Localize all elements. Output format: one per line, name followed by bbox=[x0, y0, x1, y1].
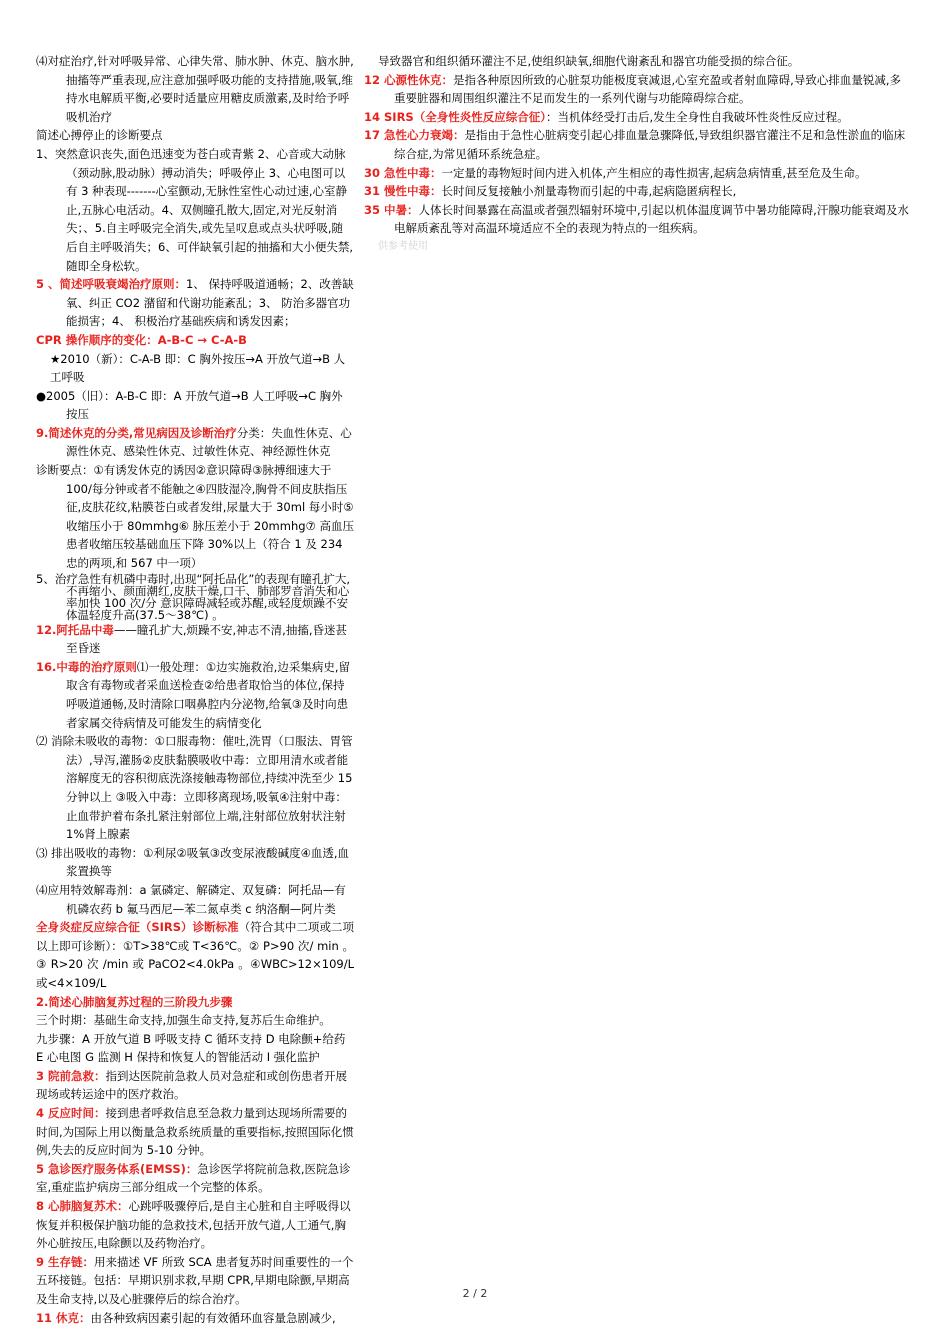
atropine-text: ——瞳孔扩大,烦躁不安,神志不清,抽搐,昏迷甚至昏迷 bbox=[66, 622, 347, 656]
response-time-title: 4 反应时间： bbox=[36, 1106, 106, 1121]
acute-poisoning-text: 一定量的毒物短时间内进入机体,产生相应的毒性损害,起病急病情重,甚至危及生命。 bbox=[441, 165, 867, 180]
cpr-2010: ★2010（新）：C-A-B 即：C 胸外按压→A 开放气道→B 人工呼吸 bbox=[50, 351, 346, 385]
cpcr-title: 8 心肺脑复苏术： bbox=[36, 1199, 129, 1214]
paragraph-atropinization: 5、治疗急性有机磷中毒时,出现“阿托品化”的表现有瞳孔扩大,不再缩小、颜面潮红,皮肤干燥,口干、肺部罗音消失和心率加快 100 次/分 意识障碍减轻或苏醒,或轻度烦躁不安体温轻度升高(37.5～38℃) 。 bbox=[36, 571, 351, 622]
left-column bbox=[36, 52, 354, 1327]
sirs-text: ：当机体经受打击后,发生全身性自我破坏性炎性反应过程。 bbox=[545, 109, 849, 124]
paragraph-heatstroke bbox=[364, 201, 912, 238]
paragraph-cardiac-arrest-points: 1、突然意识丧失,面色迅速变为苍白或青紫 2、心音或大动脉（颈动脉,股动脉）搏动消失；呼吸停止 3、心电图可以有 3 种表现-------心室颤动,无脉性室性心动过速,心室静止,五脉心电活动。4、双侧瞳孔散大,固定,对光反射消失；、5.自主呼吸完全消失,或先呈叹息或点头状呼吸,随后自主呼吸消失；6、可伴缺氧引起的抽搐和大小便失禁,随即全身松软。 bbox=[36, 146, 353, 273]
paragraph-cardiogenic-shock bbox=[364, 71, 912, 108]
paragraph-response-time bbox=[36, 1104, 354, 1160]
paragraph-sirs bbox=[364, 108, 912, 127]
paragraph-nine-steps: 九步骤：A 开放气道 B 呼吸支持 C 循环支持 D 电除颤+给药 E 心电图 G 监测 H 保持和恢复人的智能活动 I 强化监护 bbox=[36, 1031, 346, 1065]
chronic-poisoning-text: 长时间反复接触小剂量毒物而引起的中毒,起病隐匿病程长, bbox=[441, 184, 737, 199]
paragraph-shock-diagnosis: 诊断要点：①有诱发休克的诱因②意识障碍③脉搏细速大于 100/每分钟或者不能触之④四肢湿冷,胸骨不间皮肤指压征,皮肤花纹,粘膜苍白或者发绀,尿量大于 30ml 每小时⑤收缩压小于 80mmhg⑥ 脉压差小于 20mmhg⑦ 高血压患者收缩压较基础血压下降 30%以上（符合 1 及 234 忠的两项,和 567 中一项） bbox=[36, 463, 354, 571]
watermark-text: 供参考使用 bbox=[378, 240, 428, 252]
heading-cardiac-arrest-diagnosis: 简述心搏停止的诊断要点 bbox=[36, 128, 163, 143]
cpr-2005: ●2005（旧）：A-B-C 即：A 开放气道→B 人工呼吸→C 胸外按压 bbox=[36, 388, 343, 422]
sirs-criteria-text: （符合其中二项或二项以上即可诊断）：①T>38℃或 T<36℃。② P>90 次/ min 。 ③ R>20 次 /min 或 PaCO2<4.0kPa 。④WBC>12×109/L 或<4×109/L bbox=[36, 920, 355, 990]
paragraph-prehospital bbox=[36, 1067, 354, 1104]
heatstroke-title: 35 中暑： bbox=[364, 202, 419, 217]
paragraph-symptomatic-treatment: ⑷对症治疗,针对呼吸异常、心律失常、肺水肿、休克、脑水肿,抽搐等严重表现,应注意加强呼吸功能的支持措施,吸氧,维持水电解质平衡,必要时适量应用糖皮质激素,及时给予呼吸机治疗 bbox=[36, 54, 354, 124]
paragraph-acute-heart-failure bbox=[364, 126, 912, 163]
poisoning-principles-text: ⑴一般处理：①边实施救治,边采集病史,留取含有毒物或者采血送检查②给患者取恰当的体位,保持呼吸道通畅,及时清除口咽鼻腔内分泌物,给氧③及时向患者家属交待病情及可能发生的病情变化 bbox=[66, 659, 350, 730]
response-time-text: 接到患者呼救信息至急救力量到达现场所需要的时间,为国际上用以衡量急救系统质量的重要指标,按照国际化惯例,失去的反应时间为 5-10 分钟。 bbox=[36, 1106, 354, 1158]
shock-def-text: 由各种致病因素引起的有效循环血容量急剧减少, bbox=[90, 1310, 336, 1325]
paragraph-respiratory-failure bbox=[36, 275, 354, 331]
ahf-text: 是指由于急性心脏病变引起心排血量急骤降低,导致组织器官灌注不足和急性淤血的临床综合症,为常见循环系统急症。 bbox=[394, 128, 906, 161]
paragraph-antidotes: ⑷应用特效解毒剂：a 氯磷定、解磷定、双复磷：阿托品—有机磷农药 b 氟马西尼—苯二氮卓类 c 纳洛酮—阿片类 bbox=[36, 882, 346, 916]
emss-text: 急诊医学将院前急救,医院急诊室,重症监护病房三部分组成一个完整的体系。 bbox=[36, 1161, 351, 1195]
paragraph-three-stages: 三个时期：基础生命支持,加强生命支持,复苏后生命维护。 bbox=[36, 1013, 331, 1028]
paragraph-sirs-criteria bbox=[36, 918, 354, 992]
heatstroke-text: 人体长时间暴露在高温或者强烈辐射环境中,引起以机体温度调节中暑功能障碍,汗腺功能衰竭及水电解质紊乱等对高温环境适应不全的表现为特点的一组疾病。 bbox=[394, 202, 909, 236]
emss-title: 5 急诊医疗服务体系(EMSS)： bbox=[36, 1161, 198, 1176]
paragraph-shock-definition bbox=[36, 1309, 354, 1328]
shock-def-title: 11 休克： bbox=[36, 1310, 91, 1325]
cpr-order-change: CPR 操作顺序的变化：A-B-C → C-A-B bbox=[36, 332, 247, 347]
sirs-title: 14 SIRS（全身性炎性反应综合征） bbox=[364, 109, 546, 124]
atropine-title: 12.阿托品中毒 bbox=[36, 622, 114, 637]
acute-poisoning-title: 30 急性中毒： bbox=[364, 165, 442, 180]
paragraph-acute-poisoning bbox=[364, 164, 912, 183]
prehospital-title: 3 院前急救： bbox=[36, 1068, 106, 1083]
paragraph-poisoning-principles bbox=[36, 658, 354, 732]
paragraph-emss bbox=[36, 1160, 354, 1197]
paragraph-shock-classification bbox=[36, 424, 354, 461]
prehospital-text: 指到达医院前急救人员对急症和或创伤患者开展现场或转运途中的医疗救治。 bbox=[36, 1068, 348, 1102]
shock-text: 分类：失血性休克、心源性休克、感染性休克、过敏性休克、神经源性休克 bbox=[66, 425, 352, 459]
cardiogenic-text: 是指各种原因所致的心脏泵功能极度衰减退,心室充盈或者射血障碍,导致心排血量锐减,多重要脏器和周围组织灌注不足而发生的一系列代谢与功能障碍综合症。 bbox=[394, 72, 901, 106]
paragraph-chain-of-survival bbox=[36, 1253, 354, 1309]
paragraph-remove-absorbed: ⑶ 排出吸收的毒物：①利尿②吸氧③改变尿液酸碱度④血透,血浆置换等 bbox=[36, 845, 350, 879]
paragraph-atropine-poisoning bbox=[36, 621, 354, 658]
cpcr-text: 心跳呼吸骤停后,是自主心脏和自主呼吸得以恢复并积极保护脑功能的急救技术,包括开放气道,人工通气,胸外心脏按压,电除颤以及药物治疗。 bbox=[36, 1199, 351, 1251]
chain-text: 用来描述 VF 所致 SCA 患者复苏时间重要性的一个五环接链。包括：早期识别求救,早期 CPR,早期电除颤,早期高及生命支持,以及心脏骤停后的综合治疗。 bbox=[36, 1254, 354, 1306]
page-number: 2 / 2 bbox=[462, 1287, 488, 1300]
ahf-title: 17 急性心力衰竭： bbox=[364, 128, 465, 143]
respiratory-failure-text: 1、 保持呼吸道通畅；2、改善缺氧、纠正 CO2 潴留和代谢功能紊乱；3、 防治多器官功能损害；4、 积极治疗基础疾病和诱发因素； bbox=[66, 277, 354, 329]
sirs-criteria-title: 全身炎症反应综合征（SIRS）诊断标准 bbox=[36, 920, 239, 935]
cardiogenic-title: 12 心源性休克： bbox=[364, 72, 454, 87]
paragraph-chronic-poisoning bbox=[364, 182, 912, 201]
poisoning-principles-title: 16.中毒的治疗原则 bbox=[36, 659, 137, 674]
paragraph-cpcr bbox=[36, 1197, 354, 1253]
shock-title: 9.简述休克的分类,常见病因及诊断治疗 bbox=[36, 425, 237, 440]
respiratory-failure-title: 5 、简述呼吸衰竭治疗原则： bbox=[36, 277, 187, 292]
heading-cpcr-stages: 2.简述心肺脑复苏过程的三阶段九步骤 bbox=[36, 994, 233, 1009]
right-column bbox=[364, 52, 912, 257]
paragraph-shock-definition-cont: 导致器官和组织循环灌注不足,使组织缺氧,细胞代谢紊乱和器官功能受损的综合征。 bbox=[378, 54, 800, 68]
chain-title: 9 生存链： bbox=[36, 1254, 95, 1269]
paragraph-remove-unabsorbed: ⑵ 消除未吸收的毒物：①口服毒物：催吐,洗胃（口服法、胃管法）,导泻,灌肠②皮肤黏膜吸收中毒：立即用清水或者能溶解度无的容积彻底洗涤接触毒物部位,持续冲洗至少 15 分钟以上 ③吸入中毒：立即移离现场,吸氧④注射中毒：止血带护着布条扎紧注射部位上端,注射部位放射状注射 1%肾上腺素 bbox=[36, 734, 353, 842]
chronic-poisoning-title: 31 慢性中毒： bbox=[364, 184, 442, 199]
